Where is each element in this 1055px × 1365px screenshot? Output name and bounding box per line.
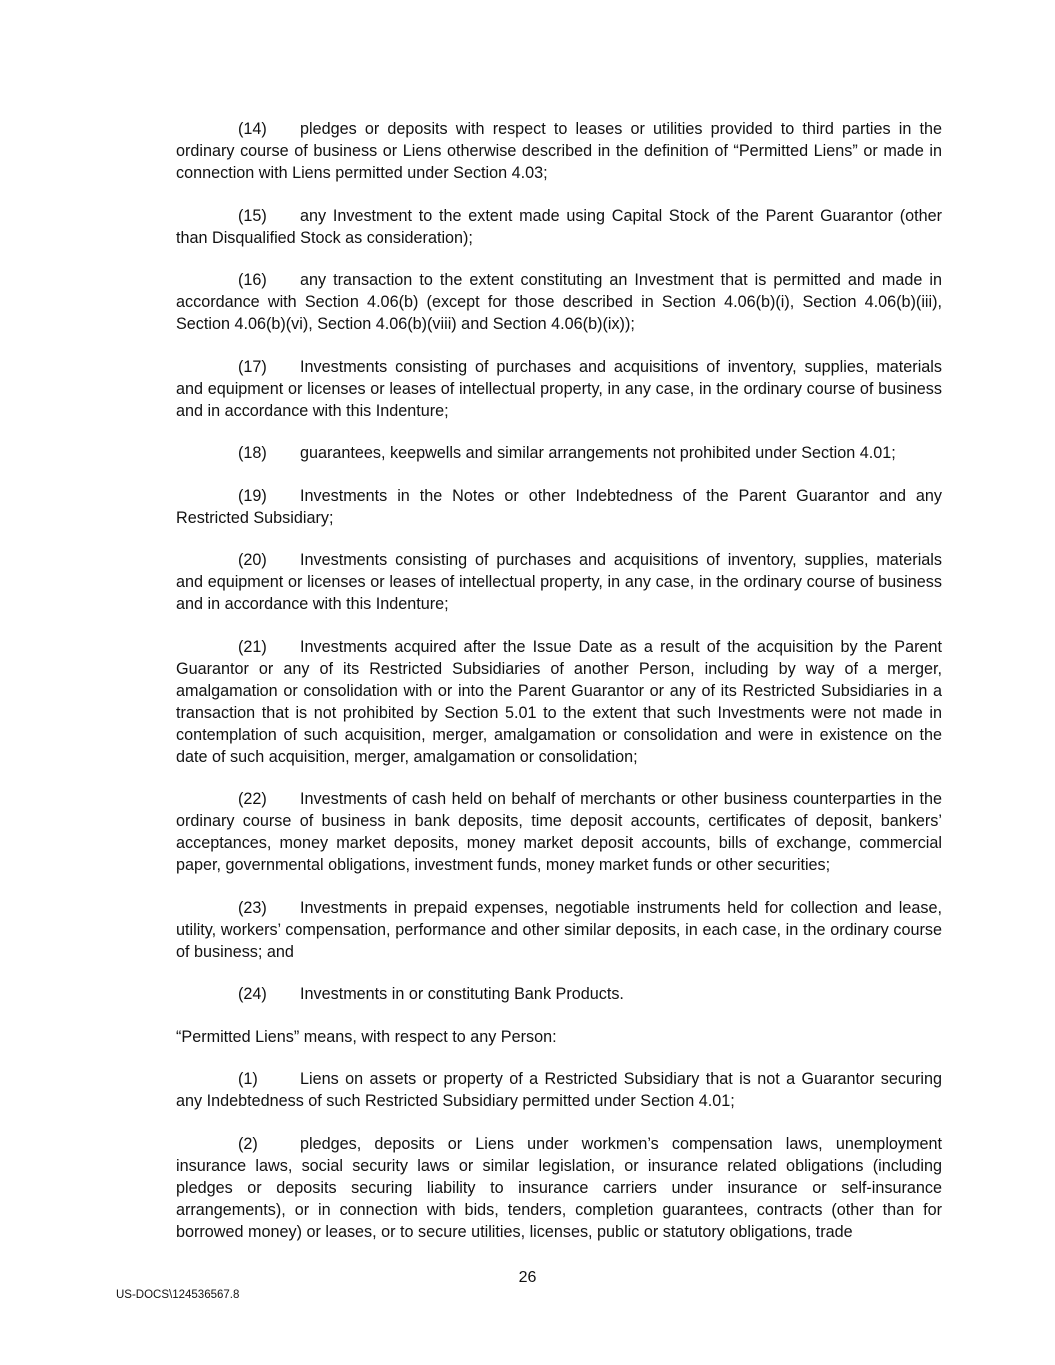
- item-number: (1): [238, 1070, 258, 1088]
- item-number: (19): [238, 486, 267, 505]
- item-text: Investments consisting of purchases and acquisitions of inventory, supplies, materials and equipment or licenses or leases of intellectual property, in any case, in the ordinary course of business and in accordance with this Indenture;: [176, 357, 942, 420]
- item-text: pledges, deposits or Liens under workmen’s compensation laws, unemployment insurance laws, social security laws or similar legislation, or insurance related obligations (including pledges or deposits securing liability to insurance carriers under insurance or self-insurance arrangements), or in connection with bids, tenders, completion guarantees, contracts (other than for borrowed money) or leases, or to secure utilities, licenses, public or statutory obligations, trade: [176, 1134, 942, 1241]
- item-number: (14): [238, 120, 267, 138]
- item-number: (2): [238, 1134, 258, 1153]
- list-item: [176, 1068, 942, 1112]
- item-text: Investments in or constituting Bank Products.: [300, 985, 624, 1003]
- item-text: any transaction to the extent constituting an Investment that is permitted and made in accordance with Section 4.06(b) (except for those described in Section 4.06(b)(i), Section 4.06(b)(iii), Section 4.06(b)(vi), Section 4.06(b)(viii) and Section 4.06(b)(ix));: [176, 271, 942, 333]
- item-text: Investments in the Notes or other Indebtedness of the Parent Guarantor and any Restricted Subsidiary;: [176, 486, 942, 527]
- item-number: (18): [238, 444, 267, 462]
- item-text: Liens on assets or property of a Restricted Subsidiary that is not a Guarantor securing any Indebtedness of such Restricted Subsidiary permitted under Section 4.01;: [176, 1070, 942, 1110]
- list-item: [176, 356, 942, 422]
- list-item: [176, 442, 942, 464]
- list-item: [176, 897, 942, 963]
- item-text: Investments in prepaid expenses, negotiable instruments held for collection and lease, utility, workers’ compensation, performance and other similar deposits, in each case, in the ordinary course of business; and: [176, 898, 942, 961]
- item-number: (20): [238, 551, 267, 569]
- item-number: (22): [238, 790, 267, 808]
- item-number: (23): [238, 898, 267, 917]
- list-item: [176, 636, 942, 768]
- document-id: US-DOCS\124536567.8: [116, 1289, 240, 1301]
- definition-heading: “Permitted Liens” means, with respect to any Person:: [176, 1027, 557, 1046]
- page-number: 26: [518, 1269, 537, 1286]
- item-number: (21): [238, 637, 267, 656]
- item-text: guarantees, keepwells and similar arrangements not prohibited under Section 4.01;: [300, 444, 896, 462]
- item-text: Investments of cash held on behalf of merchants or other business counterparties in the ordinary course of business in bank deposits, time deposit accounts, certificates of deposit, bankers’ acceptances, money market deposits, money market deposit accounts, bills of exchange, commercial paper, governmental obligations, investment funds, money market funds or other securities;: [176, 790, 942, 874]
- list-item: [176, 983, 942, 1005]
- list-item: [176, 269, 942, 335]
- document-body: [176, 118, 942, 1243]
- item-text: Investments acquired after the Issue Date as a result of the acquisition by the Parent Guarantor or any of its Restricted Subsidiaries of another Person, including by way of a merger, amalgamation or consolidation with or into the Parent Guarantor or any of its Restricted Subsidiaries in a transaction that is not prohibited by Section 5.01 to the extent that such Investments were not made in contemplation of such acquisition, merger, amalgamation or consolidation and were in existence on the date of such acquisition, merger, amalgamation or consolidation;: [176, 637, 942, 766]
- item-text: pledges or deposits with respect to leases or utilities provided to third parties in the ordinary course of business or Liens otherwise described in the definition of “Permitted Liens” or made in connection with Liens permitted under Section 4.03;: [176, 120, 942, 182]
- item-number: (24): [238, 985, 267, 1003]
- list-item: [176, 118, 942, 184]
- item-number: (15): [238, 206, 267, 225]
- list-item: [176, 205, 942, 249]
- item-number: (17): [238, 357, 267, 376]
- list-item: [176, 1133, 942, 1243]
- item-text: Investments consisting of purchases and acquisitions of inventory, supplies, materials and equipment or licenses or leases of intellectual property, in any case, in the ordinary course of business and in accordance with this Indenture;: [176, 551, 942, 613]
- list-item: [176, 788, 942, 876]
- item-number: (16): [238, 271, 267, 289]
- item-text: any Investment to the extent made using Capital Stock of the Parent Guarantor (other than Disqualified Stock as consideration);: [176, 206, 942, 247]
- list-item: [176, 485, 942, 529]
- list-item: [176, 549, 942, 615]
